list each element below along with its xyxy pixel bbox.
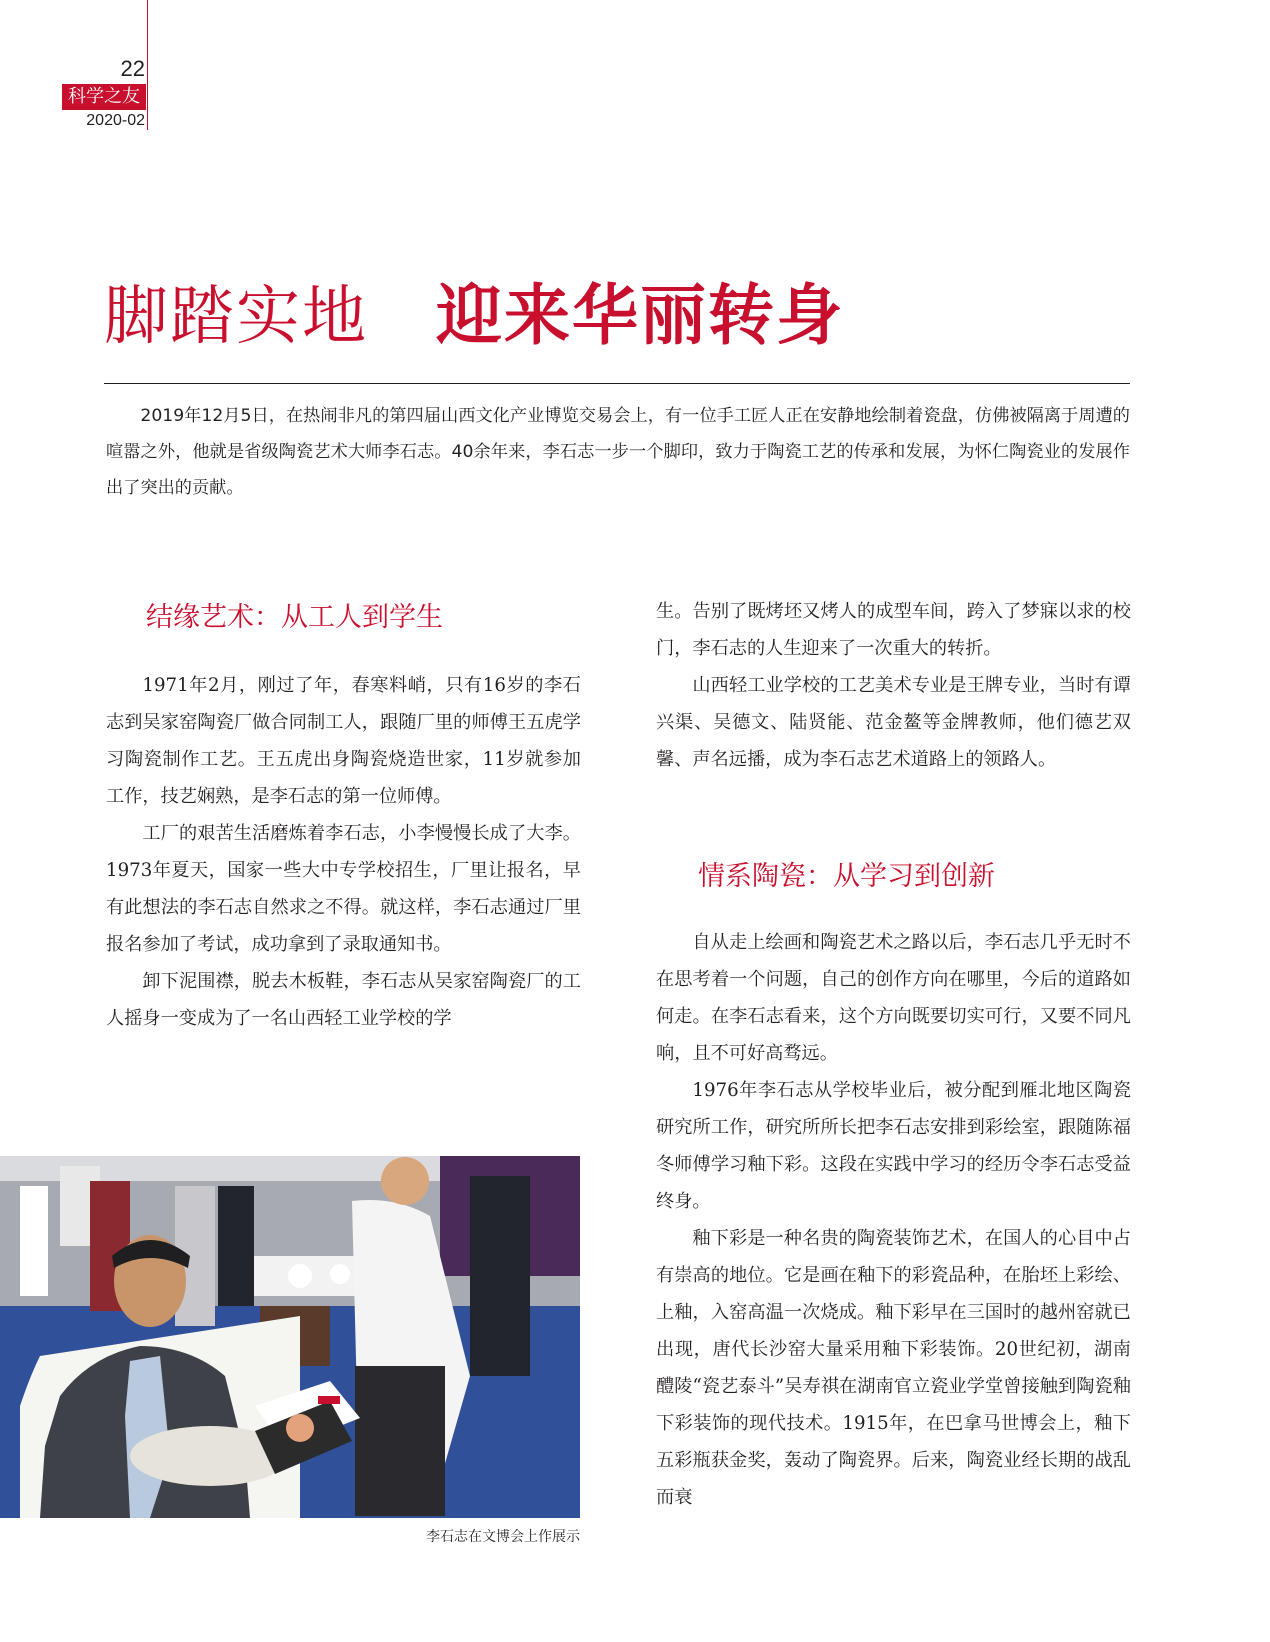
paragraph: 1971年2月，刚过了年，春寒料峭，只有16岁的李石志到吴家窑陶瓷厂做合同制工人，跟随厂里的师傅王五虎学习陶瓷制作工艺。王五虎出身陶瓷烧造世家，11岁就参加工作，技艺娴熟，是李石志的第一位师傅。 <box>106 675 581 807</box>
photo-caption: 李石志在文博会上作展示 <box>426 1529 580 1545</box>
paragraph-continuation: 生。告别了既烤坯又烤人的成型车间，跨入了梦寐以求的校门，李石志的人生迎来了一次重大的转折。 <box>656 601 1131 659</box>
article-title <box>104 262 844 354</box>
right-column-top <box>656 593 1131 778</box>
article-title-part2: 迎来华丽转身 <box>436 277 844 354</box>
paragraph: 工厂的艰苦生活磨炼着李石志，小李慢慢长成了大李。1973年夏天，国家一些大中专学校招生，厂里让报名，早有此想法的李石志自然求之不得。就这样，李石志通过厂里报名参加了考试，成功拿到了录取通知书。 <box>106 823 581 955</box>
paragraph: 卸下泥围襟，脱去木板鞋，李石志从吴家窑陶瓷厂的工人摇身一变成为了一名山西轻工业学校的学 <box>106 971 581 1029</box>
paragraph: 山西轻工业学校的工艺美术专业是王牌专业，当时有谭兴渠、吴德文、陆贤能、范金鳌等金牌教师，他们德艺双馨、声名远播，成为李石志艺术道路上的领路人。 <box>656 675 1131 770</box>
lead-paragraph: 2019年12月5日，在热闹非凡的第四届山西文化产业博览交易会上，有一位手工匠人正在安静地绘制着瓷盘，仿佛被隔离于周遭的喧嚣之外，他就是省级陶瓷艺术大师李石志。40余年来，李石志一步一个脚印，致力于陶瓷工艺的传承和发展，为怀仁陶瓷业的发展作出了突出的贡献。 <box>106 406 1130 498</box>
issue-date: 2020-02 <box>86 112 145 129</box>
page-number: 22 <box>120 56 145 81</box>
right-column-bottom <box>656 924 1131 1516</box>
paragraph: 1976年李石志从学校毕业后，被分配到雁北地区陶瓷研究所工作，研究所所长把李石志安排到彩绘室，跟随陈福冬师傅学习釉下彩。这段在实践中学习的经历令李石志受益终身。 <box>656 1080 1131 1212</box>
paragraph: 自从走上绘画和陶瓷艺术之路以后，李石志几乎无时不在思考着一个问题，自己的创作方向在哪里，今后的道路如何走。在李石志看来，这个方向既要切实可行，又要不同凡响，且不可好高骛远。 <box>656 932 1131 1064</box>
left-column <box>106 667 581 1037</box>
paragraph: 釉下彩是一种名贵的陶瓷装饰艺术，在国人的心目中占有崇高的地位。它是画在釉下的彩瓷品种，在胎坯上彩绘、上釉，入窑高温一次烧成。釉下彩早在三国时的越州窑就已出现，唐代长沙窑大量采用釉下彩装饰。20世纪初，湖南醴陵“瓷艺泰斗”吴寿祺在湖南官立瓷业学堂曾接触到陶瓷釉下彩装饰的现代技术。1915年，在巴拿马世博会上，釉下五彩瓶获金奖，轰动了陶瓷界。后来，陶瓷业经长期的战乱而衰 <box>656 1228 1131 1508</box>
article-title-part1: 脚踏实地 <box>104 280 368 354</box>
exhibition-photo <box>0 1156 580 1518</box>
section2-heading: 情系陶瓷：从学习到创新 <box>698 861 995 892</box>
exhibition-photo-illustration <box>0 1156 580 1518</box>
section1-heading: 结缘艺术：从工人到学生 <box>146 602 443 633</box>
header-divider-line <box>147 0 148 130</box>
title-rule <box>104 383 1130 384</box>
magazine-name-badge: 科学之友 <box>62 84 146 110</box>
